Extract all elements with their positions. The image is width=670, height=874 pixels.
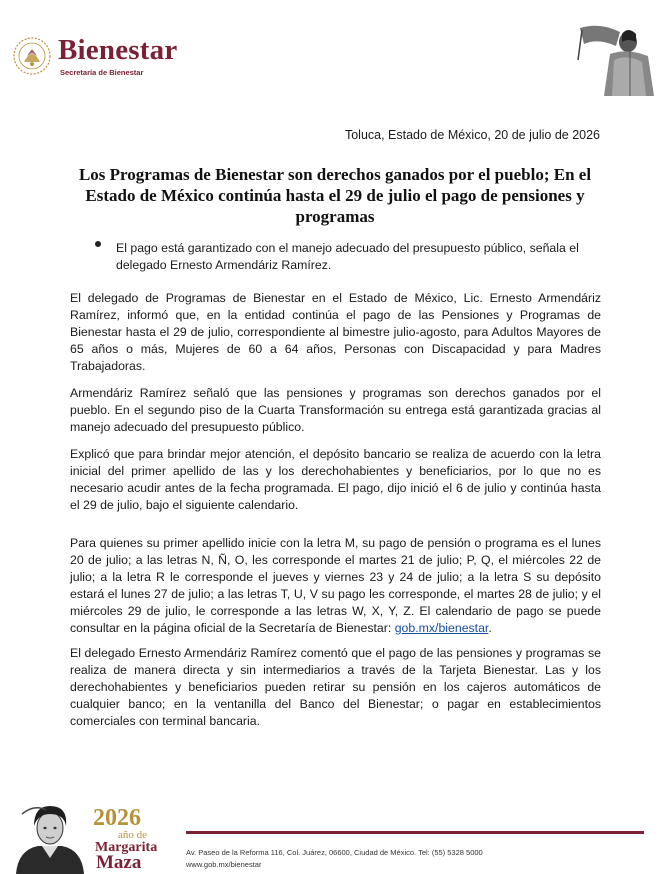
footer-honoree-first: Margarita — [95, 840, 158, 855]
footer-honoree-last: Maza — [96, 852, 142, 873]
portrait-icon — [12, 796, 88, 874]
footer-year-connector: año de — [118, 829, 148, 841]
headline: Los Programas de Bienestar son derechos ganados por el pueblo; En el Estado de México continúa hasta el 29 de julio el pago de pensiones y programas — [78, 165, 592, 226]
paragraph-4-end: . — [488, 621, 492, 635]
bullet-marker — [95, 241, 101, 247]
paragraph-3: Explicó que para brindar mejor atención, el depósito bancario se realiza de acuerdo con la letra inicial del primer apellido de las y los derechohabientes y beneficiarios, por lo que no es necesario acudir antes de la fecha programada. El pago, dijo inició el 6 de julio y continúa hasta el 29 de julio, bajo el siguiente calendario. — [70, 447, 601, 512]
paragraph-4 — [70, 535, 601, 637]
brand-name: Bienestar — [58, 34, 178, 66]
paragraph-5: El delegado Ernesto Armendáriz Ramírez comentó que el pago de las pensiones y programas se realiza de manera directa y sin intermediarios a través de la Tarjeta Bienestar. Las y los derechohabientes y beneficiarios pueden retirar su pensión en los cajeros automáticos de cualquier banco; en la ventanilla del Banco del Bienestar; o pagar en establecimientos comerciales con terminal bancaria. — [70, 646, 601, 728]
paragraph-4-text: Para quienes su primer apellido inicie con la letra M, su pago de pensión o programa es el lunes 20 de julio; a las letras N, Ñ, O, les corresponde el martes 21 de julio; P, Q, el miércoles 22 de julio; a la letra R le corresponde el jueves y viernes 23 y 24 de julio; a la letra S su depósito estará el lunes 27 de julio; a las letras T, U, V su pago les corresponde, el martes 28 de julio; y el miércoles 29 de julio, le corresponde a las letras W, X, Y, Z. El calendario de pago se puede consultar en la página oficial de la Secretaría de Bienestar: — [70, 536, 601, 635]
footer-url[interactable]: www.gob.mx/bienestar — [186, 860, 262, 869]
paragraph-2: Armendáriz Ramírez señaló que las pensiones y programas son derechos ganados por el pueblo. En el segundo piso de la Cuarta Transformación su entrega está garantizada gracias al manejo adecuado del presupuesto público. — [70, 386, 601, 434]
footer-address: Av. Paseo de la Reforma 116, Col. Juárez, 06600, Ciudad de México. Tel: (55) 5328 5000 — [186, 848, 483, 857]
footer-year: 2026 — [93, 805, 141, 831]
brand-subtitle: Secretaría de Bienestar — [60, 68, 144, 77]
bullet-summary: El pago está garantizado con el manejo adecuado del presupuesto público, señala el delegado Ernesto Armendáriz Ramírez. — [116, 241, 579, 272]
mural-figure-icon — [570, 20, 660, 96]
bienestar-link[interactable]: gob.mx/bienestar — [394, 621, 489, 635]
place-date: Toluca, Estado de México, 20 de julio de 2026 — [344, 128, 600, 142]
paragraph-1: El delegado de Programas de Bienestar en el Estado de México, Lic. Ernesto Armendáriz Ramírez, informó que, en la entidad continúa el pago de las Pensiones y Programas de Bienestar hasta el 29 de julio, correspondiente al bimestre julio-agosto, para Adultos Mayores de 65 años o más, Mujeres de 60 a 64 años, Personas con Discapacidad y para Madres Trabajadoras. — [70, 291, 601, 373]
national-emblem-icon — [12, 36, 52, 76]
footer-divider — [186, 831, 644, 834]
